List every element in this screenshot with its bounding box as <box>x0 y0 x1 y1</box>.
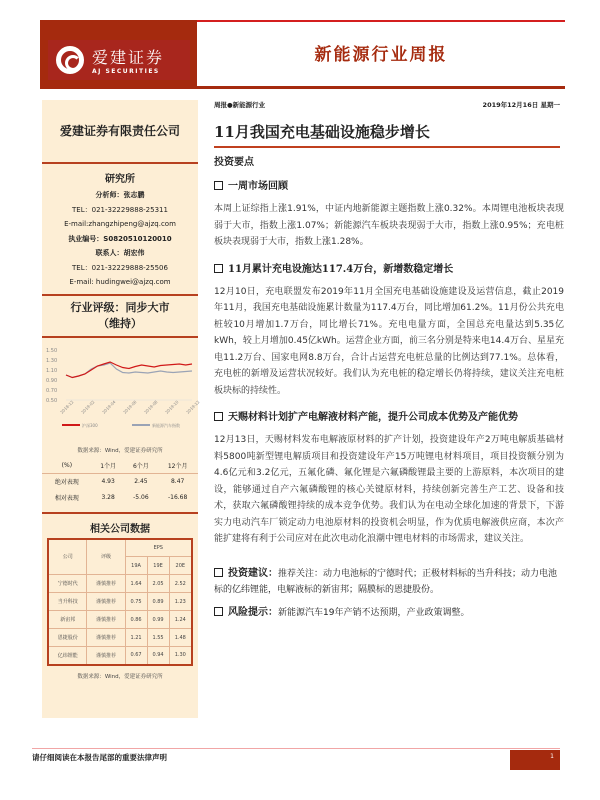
perf-header: 6个月 <box>125 458 158 474</box>
cell: 1.23 <box>169 593 192 611</box>
related-company-table <box>47 538 193 666</box>
analyst-email[interactable]: E-mail:zhangzhipeng@ajzq.com <box>64 220 176 228</box>
section-heading: 一周市场回顾 <box>214 178 580 195</box>
report-type: 新能源行业周报 <box>314 45 448 65</box>
cell: 0.86 <box>125 611 147 629</box>
page-number: 1 <box>510 750 560 770</box>
cell: 0.75 <box>125 593 147 611</box>
analyst-tel: TEL：021-32229888-25311 <box>72 205 168 214</box>
table-row <box>48 575 192 593</box>
section-heading: 天赐材料计划扩产电解液材料产能，提升公司成本优势及产能优势 <box>214 409 580 426</box>
cell: 新宙邦 <box>48 611 87 629</box>
contact-email[interactable]: E-mail: hudingwei@ajzq.com <box>69 278 171 286</box>
cell: 亿纬锂能 <box>48 647 87 665</box>
cell: 绝对表现 <box>54 479 79 487</box>
table-row <box>42 490 198 506</box>
table-row <box>42 474 198 490</box>
y-tick-label: 1.30 <box>46 357 58 364</box>
logo-en: AJ SECURITIES <box>92 68 160 75</box>
cell: 谨慎推荐 <box>87 647 125 665</box>
cell: 宁德时代 <box>48 575 87 593</box>
header-company: 公司 <box>48 539 87 575</box>
analyst-license: 执业编号：S0820510120010 <box>68 234 172 243</box>
section-heading: 11月累计充电设施达117.4万台，新增数稳定增长 <box>214 261 580 278</box>
cell: 谨慎推荐 <box>87 593 125 611</box>
footer-rule <box>32 748 560 749</box>
cell: 3.28 <box>101 494 115 501</box>
header-rating: 评级 <box>87 539 125 575</box>
report-category: 周报●新能源行业 <box>214 101 266 109</box>
series-line-0 <box>66 362 192 378</box>
cell: 0.67 <box>125 647 147 665</box>
cell: 谨慎推荐 <box>87 611 125 629</box>
cell: 2.52 <box>169 575 192 593</box>
cell: 2.05 <box>147 575 169 593</box>
main-content <box>214 100 580 621</box>
series-line-1 <box>66 363 192 378</box>
logo-cn: 爱建证券 <box>92 48 165 67</box>
cell: 1.24 <box>169 611 192 629</box>
risk-warning: 风险提示：新能源汽车19年产销不达预期，产业政策调整。 <box>214 605 564 622</box>
cell: 1.64 <box>125 575 147 593</box>
page-title: 11月我国充电基础设施稳步增长 <box>214 121 560 148</box>
checkbox-icon <box>214 607 223 616</box>
table-row <box>48 647 192 665</box>
related-title: 相关公司数据 <box>90 523 150 535</box>
cell: 恩捷股份 <box>48 629 87 647</box>
x-tick-label: 2019-02 <box>80 398 96 415</box>
x-tick-label: 2018-12 <box>59 398 75 415</box>
header-rule <box>197 20 565 22</box>
table-row <box>48 629 192 647</box>
logo-icon <box>56 46 84 74</box>
header-eps: EPS <box>125 539 192 557</box>
checkbox-icon <box>214 181 223 190</box>
header-year: 20E <box>169 557 192 575</box>
cell: 1.48 <box>169 629 192 647</box>
cell: 当升科技 <box>48 593 87 611</box>
x-tick-label: 2019-06 <box>122 398 138 415</box>
section-body: 12月10日，充电联盟发布2019年11月全国充电基础设施建设及运营信息，截止2019年11月，我国充电基础设施累计数量为117.4万台，同比增加61.2%。11月份公共充电桩较10月增加1.7万台，同比增长71%。充电电量方面，全国总充电量达到5.35亿kWh，较上月增加0.45亿kWh。运营企业方面，前三名分别是特来电14.4万台、星星充电11.2万台、国家电网8.8万台，合计占运营充电桩总量的比例达到77.1%。总体看，充电桩的新增及运营状况较好。我们认为充电桩的稳定增长仍将持续，建议关注充电桩板块标的持续性。 <box>214 286 564 396</box>
perf-header: (%) <box>42 458 92 474</box>
investment-recommendation: 投资建议：推荐关注：动力电池标的宁德时代；正极材料标的当升科技；动力电池标的亿纬锂能，电解液标的新宙邦；隔膜标的恩捷股份。 <box>214 567 558 595</box>
y-tick-label: 1.10 <box>46 367 58 374</box>
cell: 0.89 <box>147 593 169 611</box>
x-tick-label: 2019-08 <box>143 398 159 415</box>
cell: -16.68 <box>167 494 188 501</box>
header-year: 19E <box>147 557 169 575</box>
table-row <box>48 593 192 611</box>
cell: 1.55 <box>147 629 169 647</box>
cell: -5.06 <box>133 494 149 501</box>
key-points-heading: 投资要点 <box>214 157 254 168</box>
y-tick-label: 0.50 <box>46 397 58 404</box>
table-source: 数据来源：Wind，爱建证券研究所 <box>77 673 163 680</box>
table-row <box>48 611 192 629</box>
cell: 谨慎推荐 <box>87 629 125 647</box>
contact: 联系人：胡宏伟 <box>95 249 145 257</box>
report-date: 2019年12月16日 星期一 <box>482 101 560 109</box>
cell: 4.93 <box>101 478 115 486</box>
section-body: 本周上证综指上涨1.91%，中证内地新能源主题指数上涨0.32%。本周锂电池板块表现弱于大市，指数上涨1.07%；新能源汽车板块表现弱于大市，指数上涨0.95%；充电桩板块表现弱于大市，指数上涨1.28%。 <box>214 204 564 247</box>
rating-note: （维持） <box>98 316 142 330</box>
legal-notice[interactable]: 请仔细阅读在本报告尾部的重要法律声明 <box>32 753 167 762</box>
checkbox-icon <box>214 412 223 421</box>
perf-header: 12个月 <box>157 458 198 474</box>
legend-swatch <box>132 424 150 426</box>
cell: 0.94 <box>147 647 169 665</box>
section-body: 12月13日，天赐材料发布电解液原材料的扩产计划，投资建设年产2万吨电解质基础材料5800吨新型锂电解质项目和投资建设年产15万吨锂电材料项目，项目投资额分别为4.6亿元和3.2亿元，五氟化磷、氟化锂是六氟磷酸锂最主要的上游原料，本次项目的建设，能够通过自产六氟磷酸锂的核心关键原材料，持续创新完善生产工艺、设备和技术，获取六氟磷酸锂持续的成本竞争优势。我们认为在电动全球化加速的背景下，下游实力电动汽车厂锁定动力电池原材料的投资机会明显，作为优质电解液供应商，本次产能扩建将有利于公司应对在此次电动化浪潮中锂电材料的市场需求，建议关注。 <box>214 435 564 544</box>
analyst: 分析师：张志鹏 <box>95 191 145 199</box>
x-tick-label: 2019-12 <box>185 398 201 415</box>
legend-swatch <box>62 424 80 426</box>
index-chart <box>42 338 201 438</box>
y-tick-label: 0.70 <box>46 387 58 394</box>
logo <box>40 20 197 89</box>
legend-label: 新能源汽车指数 <box>152 422 180 428</box>
chart-source: 数据来源：Wind，爱建证券研究所 <box>77 447 163 454</box>
sidebar <box>42 100 201 718</box>
industry-rating: 行业评级：同步大市 <box>70 300 170 314</box>
cell: 8.47 <box>170 478 185 486</box>
perf-header: 1个月 <box>92 458 125 474</box>
y-tick-label: 1.50 <box>46 347 58 354</box>
checkbox-icon <box>214 264 223 273</box>
legend-label: 沪深300 <box>82 422 98 428</box>
institute: 研究所 <box>105 174 135 185</box>
cell: 1.21 <box>125 629 147 647</box>
x-tick-label: 2019-10 <box>164 398 180 415</box>
contact-tel: TEL：021-32229888-25506 <box>72 263 168 272</box>
performance-table <box>42 458 198 506</box>
header-rule-bottom <box>40 86 565 89</box>
checkbox-icon <box>214 568 223 577</box>
cell: 1.30 <box>169 647 192 665</box>
cell: 谨慎推荐 <box>87 575 125 593</box>
cell: 相对表现 <box>54 495 79 502</box>
header-year: 19A <box>125 557 147 575</box>
company-name: 爱建证券有限责任公司 <box>59 124 180 138</box>
x-tick-label: 2019-04 <box>101 398 117 415</box>
y-tick-label: 0.90 <box>46 377 58 384</box>
cell: 2.45 <box>134 478 148 486</box>
cell: 0.99 <box>147 611 169 629</box>
